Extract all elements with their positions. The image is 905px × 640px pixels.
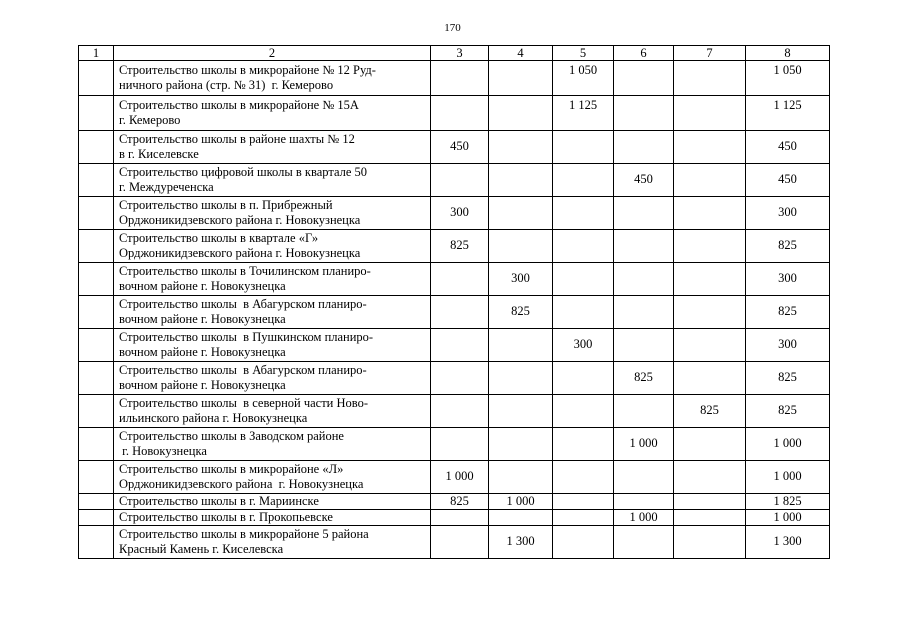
value-cell-5: 1 050 <box>553 61 614 96</box>
value-cell-8: 300 <box>746 329 830 362</box>
row-number-cell <box>79 494 114 510</box>
project-name-cell <box>114 362 431 395</box>
project-name-cell <box>114 131 431 164</box>
value-cell-8: 825 <box>746 230 830 263</box>
value-cell-7 <box>674 296 746 329</box>
value-cell-3 <box>431 526 489 559</box>
value-cell-7 <box>674 230 746 263</box>
value-cell-3 <box>431 428 489 461</box>
value-cell-6: 450 <box>614 164 674 197</box>
value-cell-3 <box>431 164 489 197</box>
value-cell-6 <box>614 329 674 362</box>
project-name-line: Строительство школы в северной части Ново- <box>119 395 368 410</box>
header-cell-4: 4 <box>489 46 553 61</box>
investment-table <box>78 45 830 559</box>
project-name-line: Красный Камень г. Киселевска <box>119 542 284 556</box>
header-cell-3: 3 <box>431 46 489 61</box>
value-cell-5 <box>553 510 614 526</box>
value-cell-6 <box>614 296 674 329</box>
value-cell-5 <box>553 428 614 461</box>
row-number-cell <box>79 263 114 296</box>
value-cell-4: 825 <box>489 296 553 329</box>
value-cell-7 <box>674 61 746 96</box>
value-cell-7: 825 <box>674 395 746 428</box>
value-cell-5 <box>553 296 614 329</box>
project-name-line: Строительство цифровой школы в квартале 50 <box>119 164 368 179</box>
project-name-line: вочном районе г. Новокузнецка <box>119 312 286 326</box>
project-name-cell <box>114 230 431 263</box>
value-cell-5 <box>553 197 614 230</box>
value-cell-6 <box>614 461 674 494</box>
project-name-line: Строительство школы в районе шахты № 12 <box>119 131 355 146</box>
project-name-line: г. Новокузнецка <box>119 444 207 458</box>
value-cell-4 <box>489 96 553 131</box>
value-cell-5 <box>553 230 614 263</box>
value-cell-5 <box>553 494 614 510</box>
project-name-line: Строительство школы в г. Прокопьевске <box>119 510 333 524</box>
value-cell-7 <box>674 131 746 164</box>
value-cell-6 <box>614 526 674 559</box>
value-cell-5 <box>553 263 614 296</box>
project-name-line: в г. Киселевске <box>119 147 199 161</box>
project-name-line: Строительство школы в квартале «Г» <box>119 230 319 245</box>
project-name-cell <box>114 461 431 494</box>
row-number-cell <box>79 61 114 96</box>
row-number-cell <box>79 131 114 164</box>
row-number-cell <box>79 428 114 461</box>
value-cell-6 <box>614 96 674 131</box>
project-name-line: Строительство школы в Точилинском планиро- <box>119 263 371 278</box>
value-cell-6: 825 <box>614 362 674 395</box>
table-row <box>79 96 830 131</box>
project-name-line: г. Междуреченска <box>119 180 214 194</box>
project-name-line: Орджоникидзевского района г. Новокузнецка <box>119 213 361 227</box>
project-name-line: Строительство школы в г. Мариинске <box>119 494 319 508</box>
value-cell-6: 1 000 <box>614 428 674 461</box>
table-row <box>79 131 830 164</box>
value-cell-3 <box>431 263 489 296</box>
table-row <box>79 526 830 559</box>
row-number-cell <box>79 197 114 230</box>
value-cell-4: 1 000 <box>489 494 553 510</box>
project-name-cell <box>114 329 431 362</box>
value-cell-4 <box>489 230 553 263</box>
row-number-cell <box>79 461 114 494</box>
project-name-cell <box>114 164 431 197</box>
value-cell-8: 1 825 <box>746 494 830 510</box>
row-number-cell <box>79 362 114 395</box>
value-cell-3 <box>431 510 489 526</box>
value-cell-3: 300 <box>431 197 489 230</box>
value-cell-4 <box>489 131 553 164</box>
row-number-cell <box>79 230 114 263</box>
value-cell-3 <box>431 329 489 362</box>
value-cell-8: 300 <box>746 263 830 296</box>
table-row <box>79 164 830 197</box>
value-cell-8: 1 125 <box>746 96 830 131</box>
value-cell-7 <box>674 329 746 362</box>
value-cell-7 <box>674 428 746 461</box>
row-number-cell <box>79 329 114 362</box>
value-cell-8: 300 <box>746 197 830 230</box>
value-cell-8: 1 300 <box>746 526 830 559</box>
value-cell-4 <box>489 461 553 494</box>
project-name-line: ильинского района г. Новокузнецка <box>119 411 308 425</box>
value-cell-5: 300 <box>553 329 614 362</box>
project-name-line: вочном районе г. Новокузнецка <box>119 378 286 392</box>
value-cell-5 <box>553 395 614 428</box>
header-cell-6: 6 <box>614 46 674 61</box>
header-cell-2: 2 <box>114 46 431 61</box>
table-row <box>79 296 830 329</box>
value-cell-5 <box>553 131 614 164</box>
value-cell-3: 825 <box>431 494 489 510</box>
value-cell-4 <box>489 164 553 197</box>
project-name-line: Строительство школы в Абагурском планиро- <box>119 296 367 311</box>
value-cell-5 <box>553 164 614 197</box>
value-cell-8: 1 000 <box>746 461 830 494</box>
value-cell-4 <box>489 395 553 428</box>
row-number-cell <box>79 395 114 428</box>
value-cell-3 <box>431 96 489 131</box>
table-row <box>79 61 830 96</box>
value-cell-5 <box>553 461 614 494</box>
project-name-line: Строительство школы в микрорайоне № 12 Руд- <box>119 62 376 77</box>
row-number-cell <box>79 296 114 329</box>
project-name-cell <box>114 526 431 559</box>
project-name-line: Строительство школы в Абагурском планиро- <box>119 362 367 377</box>
header-cell-1: 1 <box>79 46 114 61</box>
value-cell-5: 1 125 <box>553 96 614 131</box>
project-name-cell <box>114 395 431 428</box>
value-cell-6: 1 000 <box>614 510 674 526</box>
value-cell-6 <box>614 494 674 510</box>
value-cell-4: 300 <box>489 263 553 296</box>
table-row <box>79 362 830 395</box>
value-cell-7 <box>674 96 746 131</box>
project-name-cell <box>114 296 431 329</box>
value-cell-7 <box>674 526 746 559</box>
value-cell-6 <box>614 395 674 428</box>
value-cell-8: 1 000 <box>746 510 830 526</box>
value-cell-6 <box>614 197 674 230</box>
value-cell-4 <box>489 428 553 461</box>
table-row <box>79 263 830 296</box>
value-cell-6 <box>614 230 674 263</box>
value-cell-7 <box>674 197 746 230</box>
project-name-cell <box>114 494 431 510</box>
value-cell-7 <box>674 263 746 296</box>
value-cell-4 <box>489 197 553 230</box>
page-number: 170 <box>444 22 461 34</box>
project-name-line: Строительство школы в Заводском районе <box>119 428 344 443</box>
value-cell-5 <box>553 526 614 559</box>
value-cell-7 <box>674 461 746 494</box>
header-cell-5: 5 <box>553 46 614 61</box>
value-cell-3: 825 <box>431 230 489 263</box>
table-row <box>79 329 830 362</box>
project-name-line: Орджоникидзевского района г. Новокузнецка <box>119 246 361 260</box>
value-cell-3: 1 000 <box>431 461 489 494</box>
value-cell-4: 1 300 <box>489 526 553 559</box>
table-row <box>79 461 830 494</box>
project-name-line: вочном районе г. Новокузнецка <box>119 345 286 359</box>
row-number-cell <box>79 526 114 559</box>
value-cell-7 <box>674 362 746 395</box>
project-name-cell <box>114 428 431 461</box>
row-number-cell <box>79 96 114 131</box>
header-row <box>79 46 830 61</box>
value-cell-3 <box>431 362 489 395</box>
value-cell-4 <box>489 362 553 395</box>
project-name-line: Строительство школы в микрорайоне «Л» <box>119 461 344 476</box>
project-name-line: Строительство школы в п. Прибрежный <box>119 197 333 212</box>
project-name-line: Строительство школы в микрорайоне 5 района <box>119 526 369 541</box>
table-row <box>79 395 830 428</box>
value-cell-7 <box>674 510 746 526</box>
project-name-cell <box>114 510 431 526</box>
table-row <box>79 494 830 510</box>
project-name-line: г. Кемерово <box>119 113 181 127</box>
value-cell-8: 1 000 <box>746 428 830 461</box>
value-cell-3 <box>431 395 489 428</box>
table-row <box>79 510 830 526</box>
value-cell-6 <box>614 61 674 96</box>
table-row <box>79 197 830 230</box>
header-cell-7: 7 <box>674 46 746 61</box>
project-name-line: Строительство школы в Пушкинском планиро- <box>119 329 374 344</box>
value-cell-8: 825 <box>746 296 830 329</box>
value-cell-3: 450 <box>431 131 489 164</box>
value-cell-8: 825 <box>746 362 830 395</box>
project-name-line: Орджоникидзевского района г. Новокузнецка <box>119 477 364 491</box>
project-name-cell <box>114 96 431 131</box>
value-cell-8: 825 <box>746 395 830 428</box>
value-cell-7 <box>674 164 746 197</box>
value-cell-4 <box>489 510 553 526</box>
value-cell-6 <box>614 263 674 296</box>
value-cell-8: 450 <box>746 164 830 197</box>
project-name-line: Строительство школы в микрорайоне № 15А <box>119 97 359 112</box>
value-cell-3 <box>431 61 489 96</box>
value-cell-3 <box>431 296 489 329</box>
value-cell-5 <box>553 362 614 395</box>
project-name-cell <box>114 197 431 230</box>
value-cell-4 <box>489 329 553 362</box>
value-cell-6 <box>614 131 674 164</box>
value-cell-8: 1 050 <box>746 61 830 96</box>
value-cell-7 <box>674 494 746 510</box>
project-name-cell <box>114 263 431 296</box>
row-number-cell <box>79 510 114 526</box>
value-cell-4 <box>489 61 553 96</box>
project-name-cell <box>114 61 431 96</box>
header-cell-8: 8 <box>746 46 830 61</box>
table-row <box>79 230 830 263</box>
project-name-line: ничного района (стр. № 31) г. Кемерово <box>119 78 334 92</box>
project-name-line: вочном районе г. Новокузнецка <box>119 279 286 293</box>
table-row <box>79 428 830 461</box>
row-number-cell <box>79 164 114 197</box>
value-cell-8: 450 <box>746 131 830 164</box>
